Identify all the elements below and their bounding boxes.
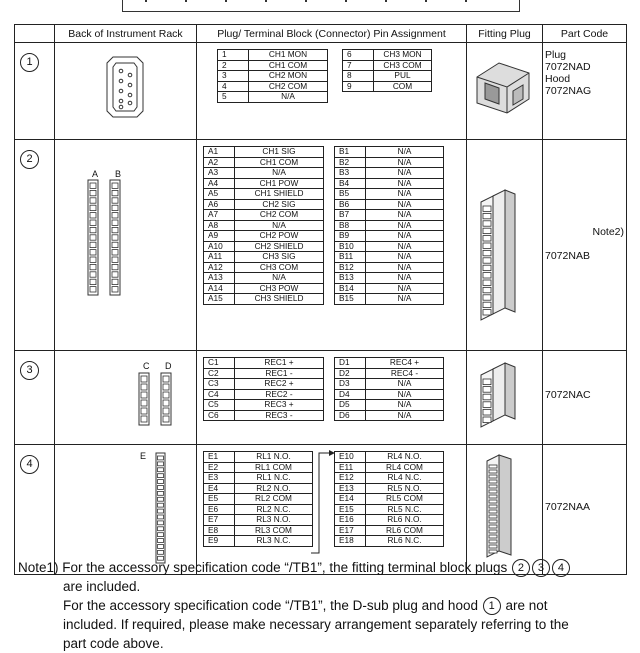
pin-row bbox=[335, 473, 444, 484]
pin-signal: RL3 N.O. bbox=[235, 515, 313, 526]
pin-row bbox=[335, 400, 444, 411]
pin-number: 2 bbox=[218, 60, 249, 71]
pin-row bbox=[204, 400, 324, 411]
pin-number: E7 bbox=[204, 515, 235, 526]
pin-row bbox=[218, 81, 328, 92]
pin-number: E3 bbox=[204, 473, 235, 484]
pin-signal: CH1 COM bbox=[235, 157, 324, 168]
pin-number: B11 bbox=[335, 252, 366, 263]
pin-number: E10 bbox=[335, 452, 366, 463]
pin-number: A7 bbox=[204, 210, 235, 221]
pin-row bbox=[204, 452, 313, 463]
part-code-line: Plug bbox=[545, 49, 567, 61]
pin-row bbox=[204, 252, 324, 263]
pin-signal: N/A bbox=[366, 283, 444, 294]
pin-signal: RL1 COM bbox=[235, 462, 313, 473]
pin-row bbox=[335, 210, 444, 221]
pin-signal: N/A bbox=[235, 168, 324, 179]
pin-signal: CH3 COM bbox=[235, 262, 324, 273]
pin-row bbox=[218, 71, 328, 82]
pin-number: C3 bbox=[204, 379, 235, 390]
pin-number: E12 bbox=[335, 473, 366, 484]
pin-row bbox=[204, 147, 324, 158]
pin-signal: CH3 MON bbox=[374, 50, 432, 61]
pin-signal: RL6 COM bbox=[366, 525, 444, 536]
pin-number: E15 bbox=[335, 504, 366, 515]
pin-row bbox=[204, 189, 324, 200]
pin-row bbox=[335, 536, 444, 547]
pin-signal: REC1 - bbox=[235, 368, 324, 379]
pin-signal: COM bbox=[374, 81, 432, 92]
pin-signal: N/A bbox=[366, 252, 444, 263]
pin-number: A14 bbox=[204, 283, 235, 294]
pin-signal: CH2 POW bbox=[235, 231, 324, 242]
pin-row bbox=[343, 60, 432, 71]
pin-signal: REC4 + bbox=[366, 358, 444, 369]
pin-signal: N/A bbox=[366, 241, 444, 252]
pin-signal: N/A bbox=[366, 231, 444, 242]
pin-signal: N/A bbox=[366, 168, 444, 179]
row-number-2: 2 bbox=[20, 150, 39, 169]
pin-row bbox=[343, 71, 432, 82]
terminal-plug-e-icon bbox=[467, 445, 541, 569]
pin-number: E18 bbox=[335, 536, 366, 547]
pin-signal: N/A bbox=[366, 189, 444, 200]
pin-row bbox=[335, 189, 444, 200]
pin-row bbox=[204, 525, 313, 536]
pin-signal: REC3 - bbox=[235, 410, 324, 421]
rack-label-b: B bbox=[115, 169, 122, 179]
pin-row bbox=[204, 178, 324, 189]
pin-number: A2 bbox=[204, 157, 235, 168]
pin-signal: CH3 SIG bbox=[235, 252, 324, 263]
pin-signal: RL2 N.O. bbox=[235, 483, 313, 494]
pin-signal: REC2 - bbox=[235, 389, 324, 400]
pin-row bbox=[335, 220, 444, 231]
pin-number: A11 bbox=[204, 252, 235, 263]
terminal-plug-ab-icon bbox=[467, 140, 541, 345]
pin-signal: RL2 N.C. bbox=[235, 504, 313, 515]
row-number-1: 1 bbox=[20, 53, 39, 72]
pin-number: C6 bbox=[204, 410, 235, 421]
pin-number: B2 bbox=[335, 157, 366, 168]
terminal-block-cd-icon bbox=[55, 351, 195, 439]
pin-number: 9 bbox=[343, 81, 374, 92]
pin-number: B4 bbox=[335, 178, 366, 189]
pin-row bbox=[335, 452, 444, 463]
pin-row bbox=[204, 473, 313, 484]
pin-signal: RL5 N.C. bbox=[366, 504, 444, 515]
pin-row bbox=[335, 231, 444, 242]
pin-number: C2 bbox=[204, 368, 235, 379]
pin-number: B8 bbox=[335, 220, 366, 231]
pin-number: B7 bbox=[335, 210, 366, 221]
pin-row bbox=[335, 504, 444, 515]
rack-label-e: E bbox=[140, 451, 147, 461]
pin-signal: N/A bbox=[249, 92, 328, 103]
pin-number: A4 bbox=[204, 178, 235, 189]
pin-row bbox=[335, 389, 444, 400]
pin-signal: N/A bbox=[366, 294, 444, 305]
row-4 bbox=[15, 445, 627, 575]
pin-row bbox=[204, 168, 324, 179]
terminal-block-ab-icon bbox=[55, 140, 195, 345]
pin-number: B6 bbox=[335, 199, 366, 210]
pin-row bbox=[335, 483, 444, 494]
pin-row bbox=[204, 262, 324, 273]
pin-signal: N/A bbox=[366, 147, 444, 158]
pin-row bbox=[204, 515, 313, 526]
pin-number: B3 bbox=[335, 168, 366, 179]
pin-number: E9 bbox=[204, 536, 235, 547]
pin-number: D4 bbox=[335, 389, 366, 400]
pin-row bbox=[204, 389, 324, 400]
note1-text: are not bbox=[505, 598, 548, 613]
header-pin-assignment: Plug/ Terminal Block (Connector) Pin Assignment bbox=[197, 25, 467, 43]
pin-signal: CH3 SHIELD bbox=[235, 294, 324, 305]
part-code-line: Hood bbox=[545, 73, 571, 85]
pin-signal: RL1 N.C. bbox=[235, 473, 313, 484]
pin-row bbox=[335, 462, 444, 473]
pin-row bbox=[335, 157, 444, 168]
pin-number: A5 bbox=[204, 189, 235, 200]
pin-signal: N/A bbox=[366, 178, 444, 189]
pin-row bbox=[335, 368, 444, 379]
pin-row bbox=[335, 178, 444, 189]
pin-row bbox=[343, 81, 432, 92]
pin-row bbox=[204, 220, 324, 231]
pin-number: B14 bbox=[335, 283, 366, 294]
pin-signal: RL5 N.O. bbox=[366, 483, 444, 494]
pin-signal: RL6 N.O. bbox=[366, 515, 444, 526]
pin-signal: N/A bbox=[366, 157, 444, 168]
pin-row bbox=[204, 494, 313, 505]
pin-signal: REC3 + bbox=[235, 400, 324, 411]
pin-signal: N/A bbox=[366, 199, 444, 210]
pin-row bbox=[218, 50, 328, 61]
pin-table-3-left bbox=[203, 357, 324, 421]
note1-line3 bbox=[18, 596, 628, 615]
pin-row bbox=[335, 515, 444, 526]
pin-signal: REC1 + bbox=[235, 358, 324, 369]
pin-number: D5 bbox=[335, 400, 366, 411]
pin-signal: CH1 COM bbox=[249, 60, 328, 71]
pin-table-1-left bbox=[217, 49, 328, 103]
note1-line1 bbox=[18, 558, 628, 577]
pin-number: E13 bbox=[335, 483, 366, 494]
dsub-connector-icon bbox=[55, 43, 195, 133]
pin-signal: N/A bbox=[366, 220, 444, 231]
pin-row bbox=[204, 157, 324, 168]
part-code-line: 7072NAA bbox=[545, 501, 590, 513]
part-code-line: 7072NAG bbox=[545, 85, 592, 97]
pin-signal: RL4 COM bbox=[366, 462, 444, 473]
header-rack: Back of Instrument Rack bbox=[55, 25, 197, 43]
pin-row bbox=[218, 60, 328, 71]
pin-row bbox=[335, 358, 444, 369]
pin-number: A15 bbox=[204, 294, 235, 305]
rack-label-a: A bbox=[92, 169, 99, 179]
pin-row bbox=[204, 536, 313, 547]
pin-signal: CH3 POW bbox=[235, 283, 324, 294]
pin-row bbox=[204, 231, 324, 242]
pin-row bbox=[204, 241, 324, 252]
pin-number: E5 bbox=[204, 494, 235, 505]
pin-signal: N/A bbox=[235, 273, 324, 284]
pin-signal: CH2 SIG bbox=[235, 199, 324, 210]
pin-number: A9 bbox=[204, 231, 235, 242]
terminal-plug-cd-icon bbox=[467, 351, 541, 439]
pin-row bbox=[204, 462, 313, 473]
pin-number: 8 bbox=[343, 71, 374, 82]
pin-row bbox=[335, 273, 444, 284]
pin-number: C5 bbox=[204, 400, 235, 411]
pin-number: B5 bbox=[335, 189, 366, 200]
pin-signal: PUL bbox=[374, 71, 432, 82]
top-diagram-frame bbox=[122, 0, 520, 12]
pin-row bbox=[218, 92, 328, 103]
pin-row bbox=[204, 379, 324, 390]
note1-line4: included. If required, please make necessary arrangement separately referring to the bbox=[63, 617, 569, 632]
pin-number: D3 bbox=[335, 379, 366, 390]
pin-number: B1 bbox=[335, 147, 366, 158]
pin-signal: CH2 COM bbox=[249, 81, 328, 92]
pin-signal: CH2 MON bbox=[249, 71, 328, 82]
pin-number: E4 bbox=[204, 483, 235, 494]
note2-label: Note2) bbox=[592, 226, 624, 238]
note1-line2: are included. bbox=[63, 579, 141, 594]
pin-table-4-left bbox=[203, 451, 313, 547]
part-code-line: 7072NAC bbox=[545, 389, 591, 401]
pin-number: E14 bbox=[335, 494, 366, 505]
pin-row bbox=[204, 483, 313, 494]
pin-row bbox=[335, 199, 444, 210]
pin-signal: CH1 SHIELD bbox=[235, 189, 324, 200]
pin-signal: CH3 COM bbox=[374, 60, 432, 71]
pin-number: B12 bbox=[335, 262, 366, 273]
pin-number: D2 bbox=[335, 368, 366, 379]
pin-signal: N/A bbox=[366, 410, 444, 421]
row-2 bbox=[15, 140, 627, 351]
pin-row bbox=[204, 199, 324, 210]
pin-signal: RL2 COM bbox=[235, 494, 313, 505]
pin-row bbox=[335, 410, 444, 421]
part-code-line: 7072NAD bbox=[545, 61, 591, 73]
pin-row bbox=[335, 525, 444, 536]
pin-number: E2 bbox=[204, 462, 235, 473]
pin-signal: N/A bbox=[366, 262, 444, 273]
note1-text: For the accessory specification code “/TB1”, the D-sub plug and hood bbox=[63, 598, 478, 613]
pin-row bbox=[335, 283, 444, 294]
pin-row bbox=[335, 262, 444, 273]
pin-number: 6 bbox=[343, 50, 374, 61]
pin-signal: RL4 N.O. bbox=[366, 452, 444, 463]
pin-row bbox=[204, 504, 313, 515]
pin-number: 4 bbox=[218, 81, 249, 92]
dsub-plug-hood-icon bbox=[467, 43, 541, 133]
pin-number: A12 bbox=[204, 262, 235, 273]
pin-row bbox=[204, 273, 324, 284]
pin-number: A3 bbox=[204, 168, 235, 179]
pin-number: E1 bbox=[204, 452, 235, 463]
pin-row bbox=[204, 210, 324, 221]
pin-number: E17 bbox=[335, 525, 366, 536]
pin-signal: REC4 - bbox=[366, 368, 444, 379]
pin-number: A1 bbox=[204, 147, 235, 158]
row-3 bbox=[15, 351, 627, 445]
pin-number: 3 bbox=[218, 71, 249, 82]
circle-number: 1 bbox=[483, 597, 501, 615]
pin-signal: N/A bbox=[366, 400, 444, 411]
pin-signal: N/A bbox=[235, 220, 324, 231]
pin-number: A6 bbox=[204, 199, 235, 210]
pin-signal: REC2 + bbox=[235, 379, 324, 390]
pin-number: E8 bbox=[204, 525, 235, 536]
pin-row bbox=[335, 294, 444, 305]
pin-row bbox=[335, 147, 444, 158]
pin-signal: N/A bbox=[366, 389, 444, 400]
pin-signal: CH1 POW bbox=[235, 178, 324, 189]
pin-table-3-right bbox=[334, 357, 444, 421]
pin-number: E16 bbox=[335, 515, 366, 526]
circle-number: 3 bbox=[532, 559, 550, 577]
rack-label-d: D bbox=[165, 361, 172, 371]
row-number-4: 4 bbox=[20, 455, 39, 474]
pin-number: B15 bbox=[335, 294, 366, 305]
pin-signal: RL1 N.O. bbox=[235, 452, 313, 463]
pin-number: E6 bbox=[204, 504, 235, 515]
pin-signal: RL3 N.C. bbox=[235, 536, 313, 547]
pin-number: C4 bbox=[204, 389, 235, 400]
note1-text: Note1) For the accessory specification code “/TB1”, the fitting terminal block plugs bbox=[18, 560, 508, 575]
pin-signal: RL5 COM bbox=[366, 494, 444, 505]
pin-row bbox=[204, 368, 324, 379]
pin-number: 5 bbox=[218, 92, 249, 103]
pin-signal: CH2 SHIELD bbox=[235, 241, 324, 252]
pin-number: B10 bbox=[335, 241, 366, 252]
pin-row bbox=[204, 358, 324, 369]
note1-line5: part code above. bbox=[63, 636, 164, 651]
row-number-3: 3 bbox=[20, 361, 39, 380]
pin-signal: N/A bbox=[366, 210, 444, 221]
pin-signal: N/A bbox=[366, 273, 444, 284]
notes-section bbox=[18, 558, 628, 653]
circle-number: 4 bbox=[552, 559, 570, 577]
pin-assignment-table bbox=[14, 24, 627, 575]
pin-number: A8 bbox=[204, 220, 235, 231]
pin-number: A10 bbox=[204, 241, 235, 252]
pin-row bbox=[335, 168, 444, 179]
pin-signal: CH1 SIG bbox=[235, 147, 324, 158]
pin-row bbox=[335, 379, 444, 390]
pin-table-2-left bbox=[203, 146, 324, 305]
circle-number: 2 bbox=[512, 559, 530, 577]
pin-number: A13 bbox=[204, 273, 235, 284]
rack-label-c: C bbox=[143, 361, 150, 371]
part-code-line: 7072NAB bbox=[545, 250, 590, 262]
pin-signal: N/A bbox=[366, 379, 444, 390]
pin-number: 1 bbox=[218, 50, 249, 61]
pin-signal: RL3 COM bbox=[235, 525, 313, 536]
header-row bbox=[15, 25, 627, 43]
pin-table-2-right bbox=[334, 146, 444, 305]
pin-row bbox=[343, 50, 432, 61]
pin-number: C1 bbox=[204, 358, 235, 369]
header-part-code: Part Code bbox=[543, 25, 627, 43]
pin-number: D6 bbox=[335, 410, 366, 421]
pin-number: D1 bbox=[335, 358, 366, 369]
pin-row bbox=[204, 283, 324, 294]
pin-row bbox=[335, 241, 444, 252]
pin-table-1-right bbox=[342, 49, 432, 92]
pin-signal: CH1 MON bbox=[249, 50, 328, 61]
pin-row bbox=[204, 410, 324, 421]
pin-table-4-right bbox=[334, 451, 444, 547]
header-blank bbox=[15, 25, 55, 43]
pin-signal: CH2 COM bbox=[235, 210, 324, 221]
pin-number: E11 bbox=[335, 462, 366, 473]
header-fitting-plug: Fitting Plug bbox=[467, 25, 543, 43]
pin-signal: RL4 N.C. bbox=[366, 473, 444, 484]
pin-signal: RL6 N.C. bbox=[366, 536, 444, 547]
pin-row bbox=[335, 252, 444, 263]
pin-number: B13 bbox=[335, 273, 366, 284]
pin-row bbox=[335, 494, 444, 505]
pin-row bbox=[204, 294, 324, 305]
pin-number: 7 bbox=[343, 60, 374, 71]
pin-number: B9 bbox=[335, 231, 366, 242]
terminal-block-e-icon bbox=[55, 445, 195, 569]
row-1 bbox=[15, 43, 627, 140]
